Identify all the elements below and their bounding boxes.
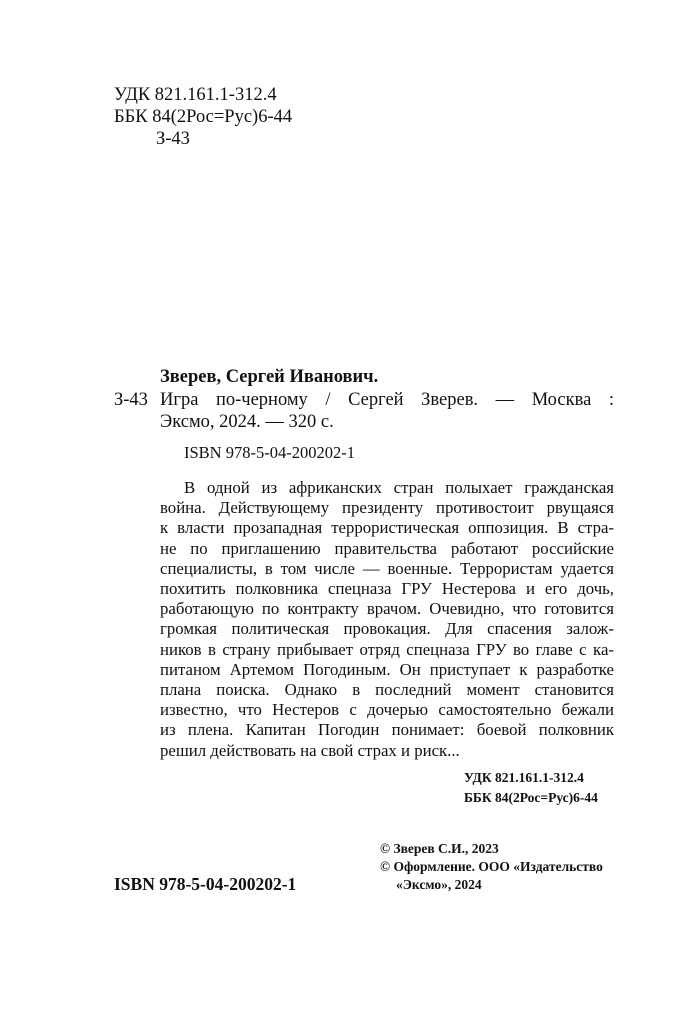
top-bbk-code: ББК 84(2Рос=Рус)6-44 (114, 107, 293, 127)
annotation-line: питаном Артемом Погодиным. Он приступает к разработке (160, 659, 614, 679)
top-author-mark: З-43 (156, 129, 190, 149)
annotation-line: работающую по контракту врачом. Очевидно, что готовится (160, 599, 614, 619)
annotation-text (160, 478, 614, 761)
title-line-1: Игра по-черному / Сергей Зверев. — Москва : (160, 390, 614, 410)
top-classification-codes (114, 84, 292, 150)
copyright-author: © Зверев С.И., 2023 (380, 841, 499, 856)
footer-isbn: ISBN 978-5-04-200202-1 (114, 874, 297, 894)
copyright-block (380, 840, 603, 894)
annotation-line: ников в страну прибывает отряд спецназа ГРУ во главе с ка- (160, 639, 614, 659)
annotation-line: специалисты, в том числе — военные. Террористам удается (160, 558, 614, 578)
annotation-line: не по приглашению правительства работают российские (160, 538, 614, 558)
annotation-line: решил действовать на свой страх и риск... (160, 740, 460, 760)
annotation-line: похитить полковника спецназа ГРУ Нестерова и его дочь, (160, 579, 614, 599)
author-mark-code: З-43 (114, 390, 148, 410)
bottom-bbk-code: ББК 84(2Рос=Рус)6-44 (464, 790, 598, 805)
annotation-line: громкая политическая провокация. Для спасения залож- (160, 619, 614, 639)
copyright-design: © Оформление. ООО «Издательство (380, 859, 603, 874)
record-isbn: ISBN 978-5-04-200202-1 (184, 443, 355, 462)
annotation-line: к власти прозападная террористическая оппозиция. В стра- (160, 518, 614, 538)
author-name: Зверев, Сергей Иванович. (160, 367, 379, 387)
annotation-line: война. Действующему президенту противостоит рвущаяся (160, 498, 614, 518)
bottom-classification-codes (464, 768, 598, 808)
copyright-publisher: «Эксмо», 2024 (396, 877, 482, 892)
annotation-line: плана поиска. Однако в последний момент становится (160, 680, 614, 700)
annotation-line: из плена. Капитан Погодин понимает: боевой полковник (160, 720, 614, 740)
title-line-2: Эксмо, 2024. — 320 с. (160, 412, 334, 432)
top-udk-code: УДК 821.161.1-312.4 (114, 85, 277, 105)
annotation-line: В одной из африканских стран полыхает гражданская (184, 478, 614, 497)
bottom-udk-code: УДК 821.161.1-312.4 (464, 770, 584, 785)
annotation-line: известно, что Нестеров с дочерью самостоятельно бежали (160, 700, 614, 720)
